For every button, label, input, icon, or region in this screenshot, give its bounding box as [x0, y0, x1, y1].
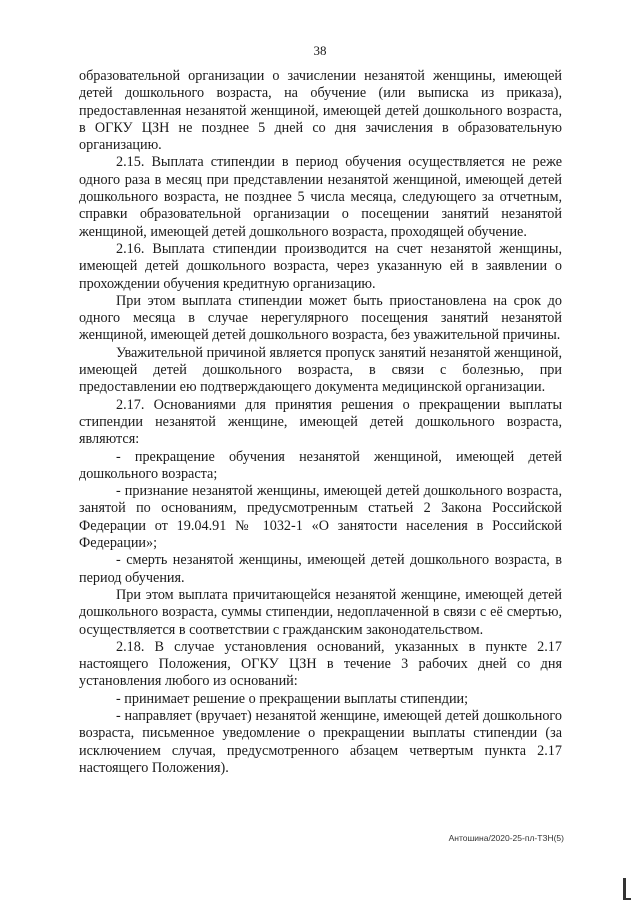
list-item: - признание незанятой женщины, имеющей детей дошкольного возраста, занятой по основаниям, предусмотренным статьей 2 Закона Российской Федерации от 19.04.91 № 1032-1 «О занятости населения в Российской Федерации»; [79, 483, 562, 552]
paragraph: 2.18. В случае установления оснований, указанных в пункте 2.17 настоящего Положения, ОГКУ ЦЗН в течение 3 рабочих дней со дня установления любого из оснований: [79, 638, 562, 690]
paragraph: При этом выплата причитающейся незанятой женщине, имеющей детей дошкольного возраста, суммы стипендии, недоплаченной в связи с её смертью, осуществляется в соответствии с гражданским законодательством. [79, 586, 562, 638]
paragraph: образовательной организации о зачислении незанятой женщины, имеющей детей дошкольного возраста, на обучение (или выписка из приказа), предоставленная незанятой женщиной, имеющей детей дошкольного возраста, в ОГКУ ЦЗН не позднее 5 дней со дня зачисления в образовательную организацию. [79, 68, 562, 154]
paragraph: Уважительной причиной является пропуск занятий незанятой женщиной, имеющей детей дошкольного возраста, в связи с болезнью, при предоставлении ею подтверждающего документа медицинской организации. [79, 344, 562, 396]
list-item: - прекращение обучения незанятой женщиной, имеющей детей дошкольного возраста; [79, 448, 562, 482]
list-item: - смерть незанятой женщины, имеющей детей дошкольного возраста, в период обучения. [79, 552, 562, 586]
paragraph: 2.16. Выплата стипендии производится на счет незанятой женщины, имеющей детей дошкольного возраста, через указанную ей в заявлении о прохождении обучения кредитную организацию. [79, 240, 562, 292]
list-item: - принимает решение о прекращении выплаты стипендии; [116, 690, 469, 707]
page-number: 38 [313, 43, 327, 58]
paragraph: При этом выплата стипендии может быть приостановлена на срок до одного месяца в случае нерегулярного посещения занятий незанятой женщиной, имеющей детей дошкольного возраста, без уважительной причины. [79, 292, 562, 344]
document-body [79, 68, 562, 777]
paragraph: 2.15. Выплата стипендии в период обучения осуществляется не реже одного раза в месяц при представлении незанятой женщиной, имеющей детей дошкольного возраста, не позднее 5 числа месяца, следующего за отчетным, справки образовательной организации о посещении занятий незанятой женщиной, имеющей детей дошкольного возраста, проходящей обучение. [79, 154, 562, 240]
paragraph: 2.17. Основаниями для принятия решения о прекращении выплаты стипендии незанятой женщине, имеющей детей дошкольного возраста, являются: [79, 396, 562, 448]
document-code: Антошина/2020-25-пл-ТЗН(5) [448, 833, 564, 843]
list-item: - направляет (вручает) незанятой женщине, имеющей детей дошкольного возраста, письменное уведомление о прекращении выплаты стипендии (за исключением случая, предусмотренного абзацем четвертым пункта 2.17 настоящего Положения). [79, 707, 562, 776]
scan-edge-mark [623, 878, 626, 900]
